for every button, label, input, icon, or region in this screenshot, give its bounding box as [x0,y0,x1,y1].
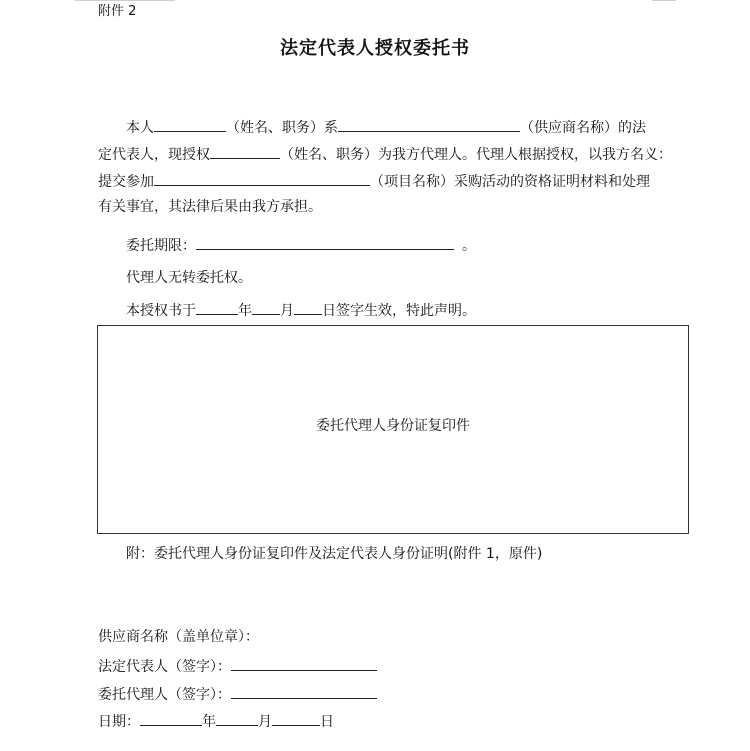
name-title-blank[interactable] [154,116,226,132]
paragraph-line-2 [98,143,672,165]
effective-month-label: 月 [280,303,294,319]
supplier-signature-line [98,627,259,647]
date-day-label: 日 [320,714,334,730]
attachment-note: 附：委托代理人身份证复印件及法定代表人身份证明(附件 1，原件) [126,546,543,562]
paragraph-line-3 [98,170,650,192]
effective-month-blank[interactable] [252,299,280,315]
text-name-title-xi: （姓名、职务）系 [226,120,338,136]
term-label: 委托期限： [126,238,196,254]
text-submit: 提交参加 [98,174,154,190]
no-transfer-line: 代理人无转委托权。 [126,270,252,286]
date-year-label: 年 [202,714,216,730]
agent-label: 委托代理人（签字）： [98,687,231,703]
supplier-name-blank[interactable] [338,116,520,132]
text-legal-rep-authorize: 定代表人，现授权 [98,147,210,163]
date-line [98,710,334,732]
attachment-label: 附件 2 [98,4,137,19]
effective-text: 本授权书于 [126,303,196,319]
text-project-clause: （项目名称）采购活动的资格证明材料和处理 [370,174,650,190]
agent-signature-line [98,683,377,705]
term-line [126,234,476,256]
agent-signature-blank[interactable] [231,683,377,699]
effective-year-label: 年 [238,303,252,319]
text-agent-clause: （姓名、职务）为我方代理人。代理人根据授权，以我方名义： [280,147,672,163]
date-year-blank[interactable] [140,710,202,726]
document-title: 法定代表人授权委托书 [280,38,470,59]
date-day-blank[interactable] [272,710,320,726]
header-rule-right [652,0,676,1]
agent-name-title-blank[interactable] [210,143,280,159]
effective-day-blank[interactable] [294,299,322,315]
legal-rep-signature-blank[interactable] [231,655,377,671]
supplier-label: 供应商名称（盖单位章）： [98,629,259,645]
text-benren: 本人 [126,120,154,136]
date-month-label: 月 [258,714,272,730]
term-end: 。 [462,238,476,254]
date-label: 日期： [98,714,140,730]
legal-rep-label: 法定代表人（签字）： [98,659,231,675]
legal-rep-signature-line [98,655,377,677]
term-blank[interactable] [196,234,454,250]
date-month-blank[interactable] [216,710,258,726]
effective-line [126,299,476,321]
id-copy-box-label: 委托代理人身份证复印件 [316,418,470,434]
paragraph-line-1 [126,116,646,138]
paragraph-line-4: 有关事宜，其法律后果由我方承担。 [98,199,322,215]
text-supplier-name: （供应商名称）的法 [520,120,646,136]
effective-day-text: 日签字生效，特此声明。 [322,303,476,319]
id-copy-box [97,325,689,534]
header-rule-left [75,0,175,1]
effective-year-blank[interactable] [196,299,238,315]
project-name-blank[interactable] [154,170,370,186]
